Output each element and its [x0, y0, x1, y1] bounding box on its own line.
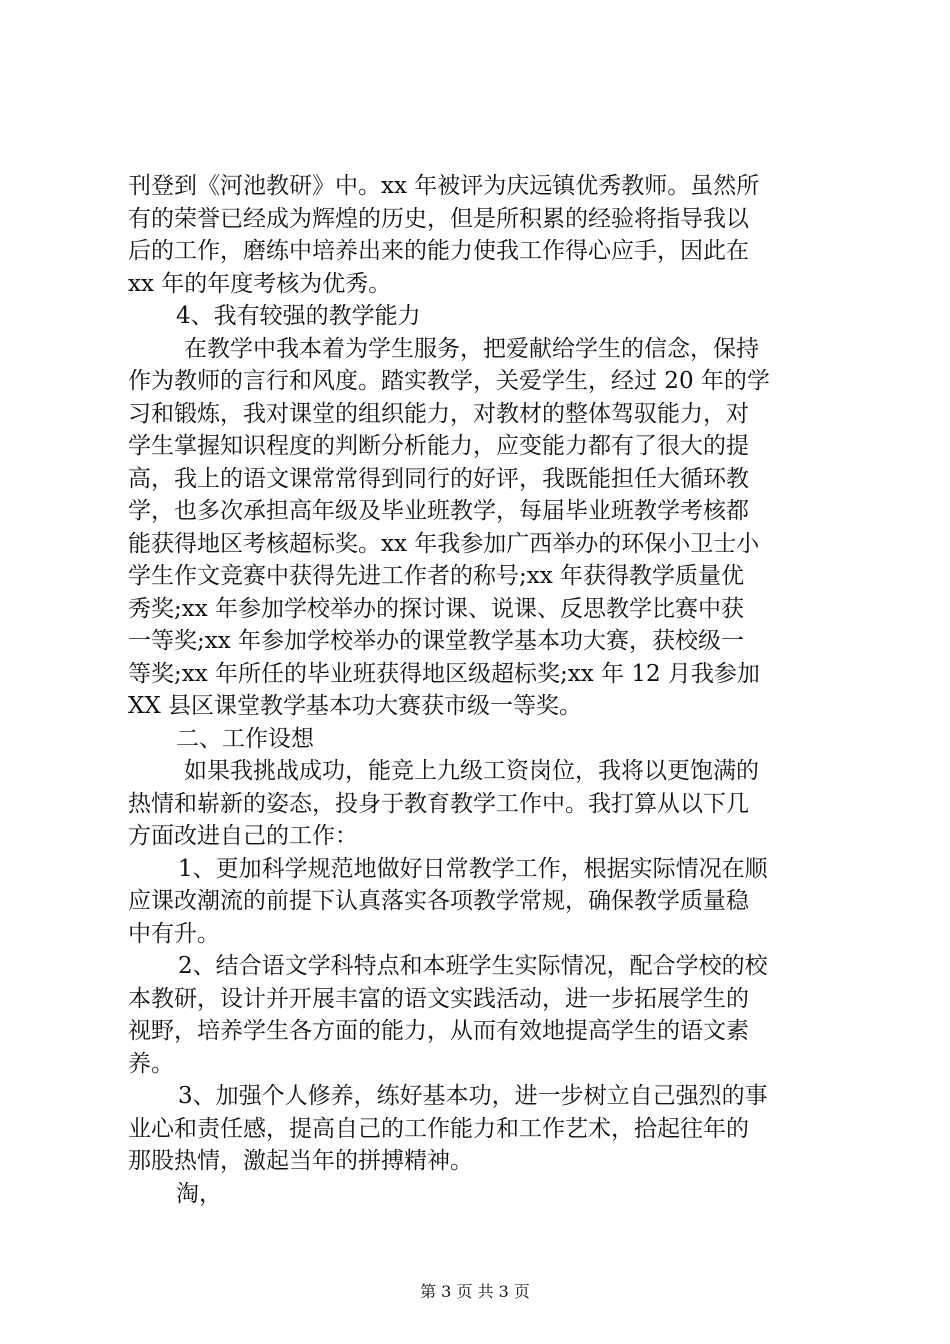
list-item-line: 2、结合语文学科特点和本班学生实际情况，配合学校的校	[178, 953, 768, 979]
text-line: 如果我挑战成功，能竞上九级工资岗位，我将以更饱满的	[184, 758, 759, 784]
text-line: 高，我上的语文课常常得到同行的好评，我既能担任大循环教	[128, 465, 749, 492]
section-heading: 4、我有较强的教学能力	[176, 303, 421, 329]
text-line: 刊登到《河池教研》中。xx 年被评为庆远镇优秀教师。虽然所	[128, 173, 760, 199]
text-line: 热情和崭新的姿态，投身于教育教学工作中。我打算从以下几	[128, 790, 749, 817]
text-line: 在教学中我本着为学生服务，把爱献给学生的信念，保持	[184, 335, 759, 362]
document-body	[128, 170, 828, 1210]
page-number: 第 3 页 共 3 页	[420, 1282, 530, 1301]
text-line: 中有升。	[128, 920, 220, 947]
text-line: 那股热情，激起当年的拼搏精神。	[128, 1148, 473, 1174]
text-line: 有的荣誉已经成为辉煌的历史，但是所积累的经验将指导我以	[128, 205, 749, 232]
text-line: 作为教师的言行和风度。踏实教学，关爱学生，经过 20 年的学	[128, 368, 770, 394]
text-line: 学，也多次承担高年级及毕业班教学，每届毕业班教学考核都	[128, 498, 749, 524]
section-heading: 二、工作设想	[176, 725, 314, 752]
text-line: 习和锻炼，我对课堂的组织能力，对教材的整体驾驭能力，对	[128, 400, 749, 427]
text-line: 学生作文竞赛中获得先进工作者的称号;xx 年获得教学质量优	[128, 563, 745, 589]
page-footer	[0, 1282, 950, 1302]
text-line: 应课改潮流的前提下认真落实各项教学常规，确保教学质量稳	[128, 888, 749, 914]
text-line: 方面改进自己的工作：	[128, 823, 358, 849]
text-line: 淘，	[176, 1180, 222, 1207]
text-line: 视野，培养学生各方面的能力，从而有效地提高学生的语文素	[128, 1018, 749, 1044]
text-line: xx 年的年度考核为优秀。	[128, 270, 392, 297]
text-line: 秀奖;xx 年参加学校举办的探讨课、说课、反思教学比赛中获	[128, 595, 745, 622]
text-line: 后的工作，磨练中培养出来的能力使我工作得心应手，因此在	[128, 238, 749, 264]
text-line: 一等奖;xx 年参加学校举办的课堂教学基本功大赛，获校级一	[128, 628, 745, 654]
text-line: 养。	[128, 1050, 174, 1077]
list-item-line: 1、更加科学规范地做好日常教学工作，根据实际情况在顺	[178, 855, 768, 882]
list-item-line: 3、加强个人修养，练好基本功，进一步树立自己强烈的事	[178, 1083, 768, 1109]
text-line: XX 县区课堂教学基本功大赛获市级一等奖。	[128, 693, 583, 719]
text-line: 能获得地区考核超标奖。xx 年我参加广西举办的环保小卫士小	[128, 530, 760, 557]
text-line: 业心和责任感，提高自己的工作能力和工作艺术，拾起往年的	[128, 1115, 749, 1142]
text-line: 等奖;xx 年所任的毕业班获得地区级超标奖;xx 年 12 月我参加	[128, 660, 760, 687]
text-line: 学生掌握知识程度的判断分析能力，应变能力都有了很大的提	[128, 433, 749, 459]
text-line: 本教研，设计并开展丰富的语文实践活动，进一步拓展学生的	[128, 985, 749, 1012]
